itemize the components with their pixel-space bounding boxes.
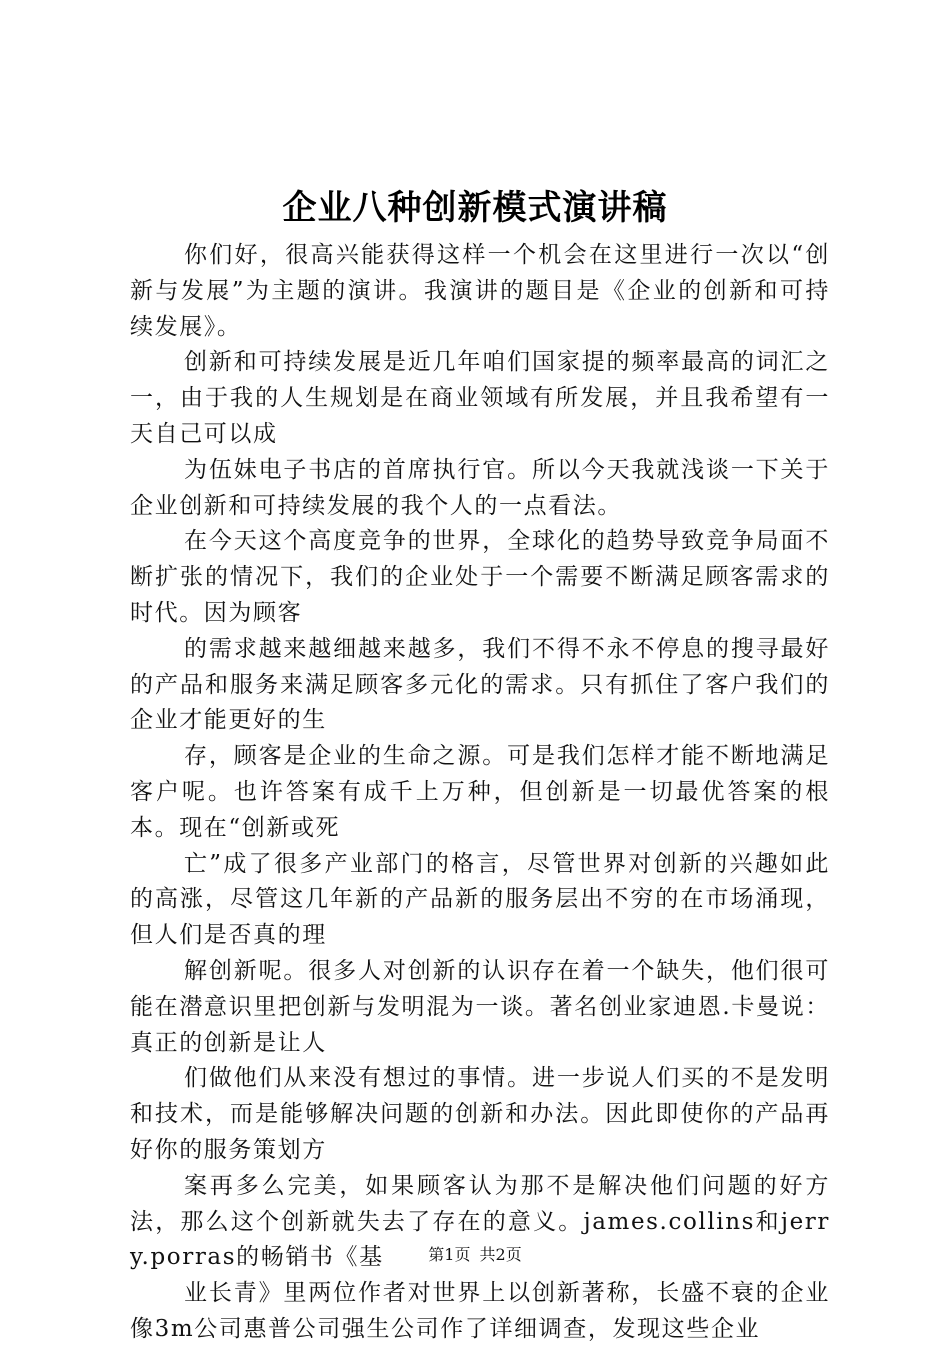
paragraph: 存，顾客是企业的生命之源。可是我们怎样才能不断地满足客户呢。也许答案有成千上万种，但创新是一切最优答案的根本。现在“创新或死 (130, 743, 830, 841)
document-title: 企业八种创新模式演讲稿 (282, 188, 668, 228)
paragraph: 为伍妹电子书店的首席执行官。所以今天我就浅谈一下关于企业创新和可持续发展的我个人的一点看法。 (130, 456, 830, 519)
paragraph: 们做他们从来没有想过的事情。进一步说人们买的不是发明和技术，而是能够解决问题的创新和办法。因此即使你的产品再好你的服务策划方 (130, 1065, 830, 1163)
paragraph: 你们好，很高兴能获得这样一个机会在这里进行一次以“创新与发展”为主题的演讲。我演讲的题目是《企业的创新和可持续发展》。 (130, 242, 830, 340)
document-body (130, 238, 830, 1348)
paragraph: 业长青》里两位作者对世界上以创新著称，长盛不衰的企业像3m公司惠普公司强生公司作了详细调查，发现这些企业 (130, 1280, 830, 1342)
paragraph: 案再多么完美，如果顾客认为那不是解决他们问题的好方法，那么这个创新就失去了存在的意义。james.collins和jerry.porras的畅销书《基 (130, 1172, 830, 1271)
paragraph: 的需求越来越细越来越多，我们不得不永不停息的搜寻最好的产品和服务来满足顾客多元化的需求。只有抓住了客户我们的企业才能更好的生 (130, 635, 830, 734)
paragraph: 创新和可持续发展是近几年咱们国家提的频率最高的词汇之一，由于我的人生规划是在商业领域有所发展，并且我希望有一天自己可以成 (130, 349, 830, 447)
page-number: 第1页 (428, 1245, 471, 1264)
page-footer (0, 1243, 950, 1267)
paragraph: 解创新呢。很多人对创新的认识存在着一个缺失，他们很可能在潜意识里把创新与发明混为一谈。著名创业家迪恩.卡曼说：真正的创新是让人 (130, 957, 830, 1056)
page-total: 共2页 (479, 1245, 522, 1264)
paragraph: 在今天这个高度竞争的世界，全球化的趋势导致竞争局面不断扩张的情况下，我们的企业处于一个需要不断满足顾客需求的时代。因为顾客 (130, 528, 830, 626)
paragraph: 亡”成了很多产业部门的格言，尽管世界对创新的兴趣如此的高涨，尽管这几年新的产品新的服务层出不穷的在市场涌现，但人们是否真的理 (130, 850, 830, 949)
